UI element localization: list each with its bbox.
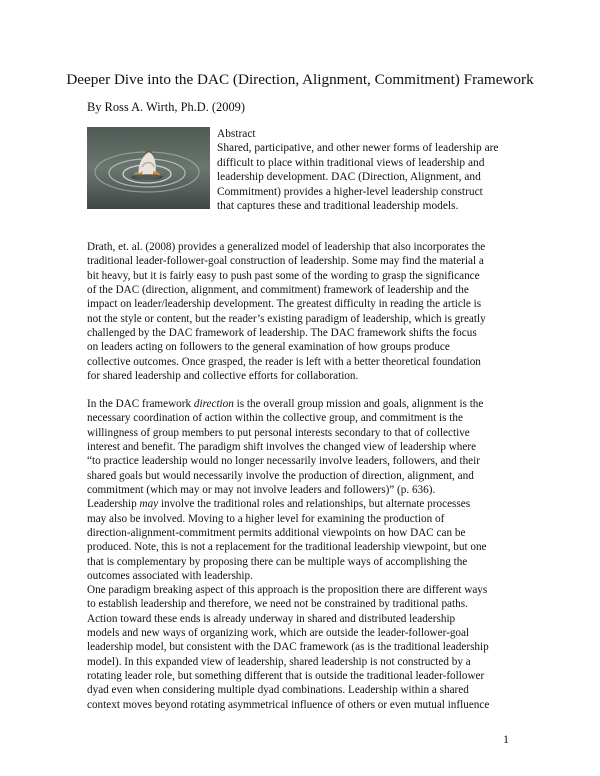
text-segment: is the overall group mission and goals, alignment is the	[233, 398, 484, 410]
text-line: Action toward these ends is already underway in shared and distributed leadership	[87, 612, 456, 625]
text-line: that is complementary by proposing there can be multiple ways of accomplishing the	[87, 555, 468, 568]
paragraph-1	[87, 240, 517, 383]
document-title: Deeper Dive into the DAC (Direction, Alignment, Commitment) Framework	[66, 71, 534, 88]
text-line: produced. Note, this is not a replacement for the traditional leadership viewpoint, but one	[87, 541, 487, 554]
text-line: outcomes associated with leadership.	[87, 570, 253, 583]
text-line: context moves beyond rotating asymmetrical influence of others or even mutual influence	[87, 698, 490, 711]
text-line: interest and benefit. The paradigm shift involves the changed view of leadership where	[87, 441, 477, 454]
author-byline: By Ross A. Wirth, Ph.D. (2009)	[87, 100, 245, 114]
text-line: direction-alignment-commitment permits additional viewpoints on how DAC can be	[87, 527, 466, 540]
text-line: Drath, et. al. (2008) provides a generalized model of leadership that also incorporates the	[87, 241, 486, 253]
text-line: dyad even when considering multiple dyad combinations. Leadership within a shared	[87, 684, 469, 697]
text-line: on leaders acting on followers to the general examination of how groups produce	[87, 341, 450, 354]
paragraph-3	[87, 583, 517, 712]
text-line: leadership model, but consistent with the DAC framework (as is the traditional leadership	[87, 641, 489, 654]
text-line: willingness of group members to put personal interests secondary to that of collective	[87, 426, 470, 439]
emphasis-may: may	[139, 498, 159, 511]
text-line	[87, 497, 517, 511]
text-line: One paradigm breaking aspect of this approach is the proposition there are different ways	[87, 584, 488, 596]
emphasis-direction: direction	[193, 398, 234, 410]
text-line: commitment (which may or may not involve leaders and followers)” (p. 636).	[87, 484, 436, 497]
text-line: of the DAC (direction, alignment, and commitment) framework of leadership and the	[87, 284, 469, 297]
text-line: model). In this expanded view of leadership, shared leadership is not constructed by a	[87, 655, 471, 668]
text-line: bit heavy, but it is fairly easy to push past some of the wording to grasp the significance	[87, 269, 480, 282]
abstract-line: Commitment) provides a higher-level leadership construct	[217, 185, 483, 198]
text-line: rotating leader role, but something different that is outside the traditional leader-follower	[87, 670, 485, 683]
text-line: not the style or content, but the reader’s existing paradigm of leadership, which is greatly	[87, 312, 486, 325]
paragraph-2	[87, 397, 517, 583]
text-line: to establish leadership and therefore, we need not be constrained by traditional paths.	[87, 598, 468, 611]
text-segment: In the DAC framework	[87, 398, 194, 410]
text-line: necessary coordination of action within the collective group, and commitment is the	[87, 412, 463, 425]
abstract-line: difficult to place within traditional views of leadership and	[217, 156, 485, 169]
text-segment: Leadership	[87, 498, 140, 511]
abstract-heading: Abstract	[217, 128, 256, 140]
abstract	[217, 127, 517, 213]
text-line: for shared leadership and collective efforts for collaboration.	[87, 370, 359, 383]
page-number: 1	[503, 732, 509, 746]
text-segment: involve the traditional roles and relationships, but alternate processes	[158, 498, 471, 511]
text-line: impact on leader/leadership development. The greatest difficulty in reading the article is	[87, 298, 482, 311]
abstract-line: Shared, participative, and other newer forms of leadership are	[217, 142, 499, 155]
duck-diving-photo	[87, 127, 210, 209]
text-line: may also be involved. Moving to a higher level for examining the production of	[87, 512, 445, 525]
text-line	[87, 397, 517, 411]
text-line: challenged by the DAC framework of leadership. The DAC framework shifts the focus	[87, 327, 477, 340]
text-line: collective outcomes. Once grasped, the reader is left with a better theoretical foundation	[87, 355, 481, 368]
text-line: “to practice leadership would no longer necessarily involve leaders, followers, and their	[87, 455, 480, 468]
abstract-line: that captures these and traditional leadership models.	[217, 200, 459, 213]
text-line: traditional leader-follower-goal construction of leadership. Some may find the material a	[87, 255, 484, 268]
abstract-line: leadership development. DAC (Direction, Alignment, and	[217, 171, 481, 184]
text-line: models and new ways of organizing work, which are outside the leader-follower-goal	[87, 627, 470, 640]
text-line: shared goals but would necessarily involve the production of direction, alignment, and	[87, 469, 474, 482]
